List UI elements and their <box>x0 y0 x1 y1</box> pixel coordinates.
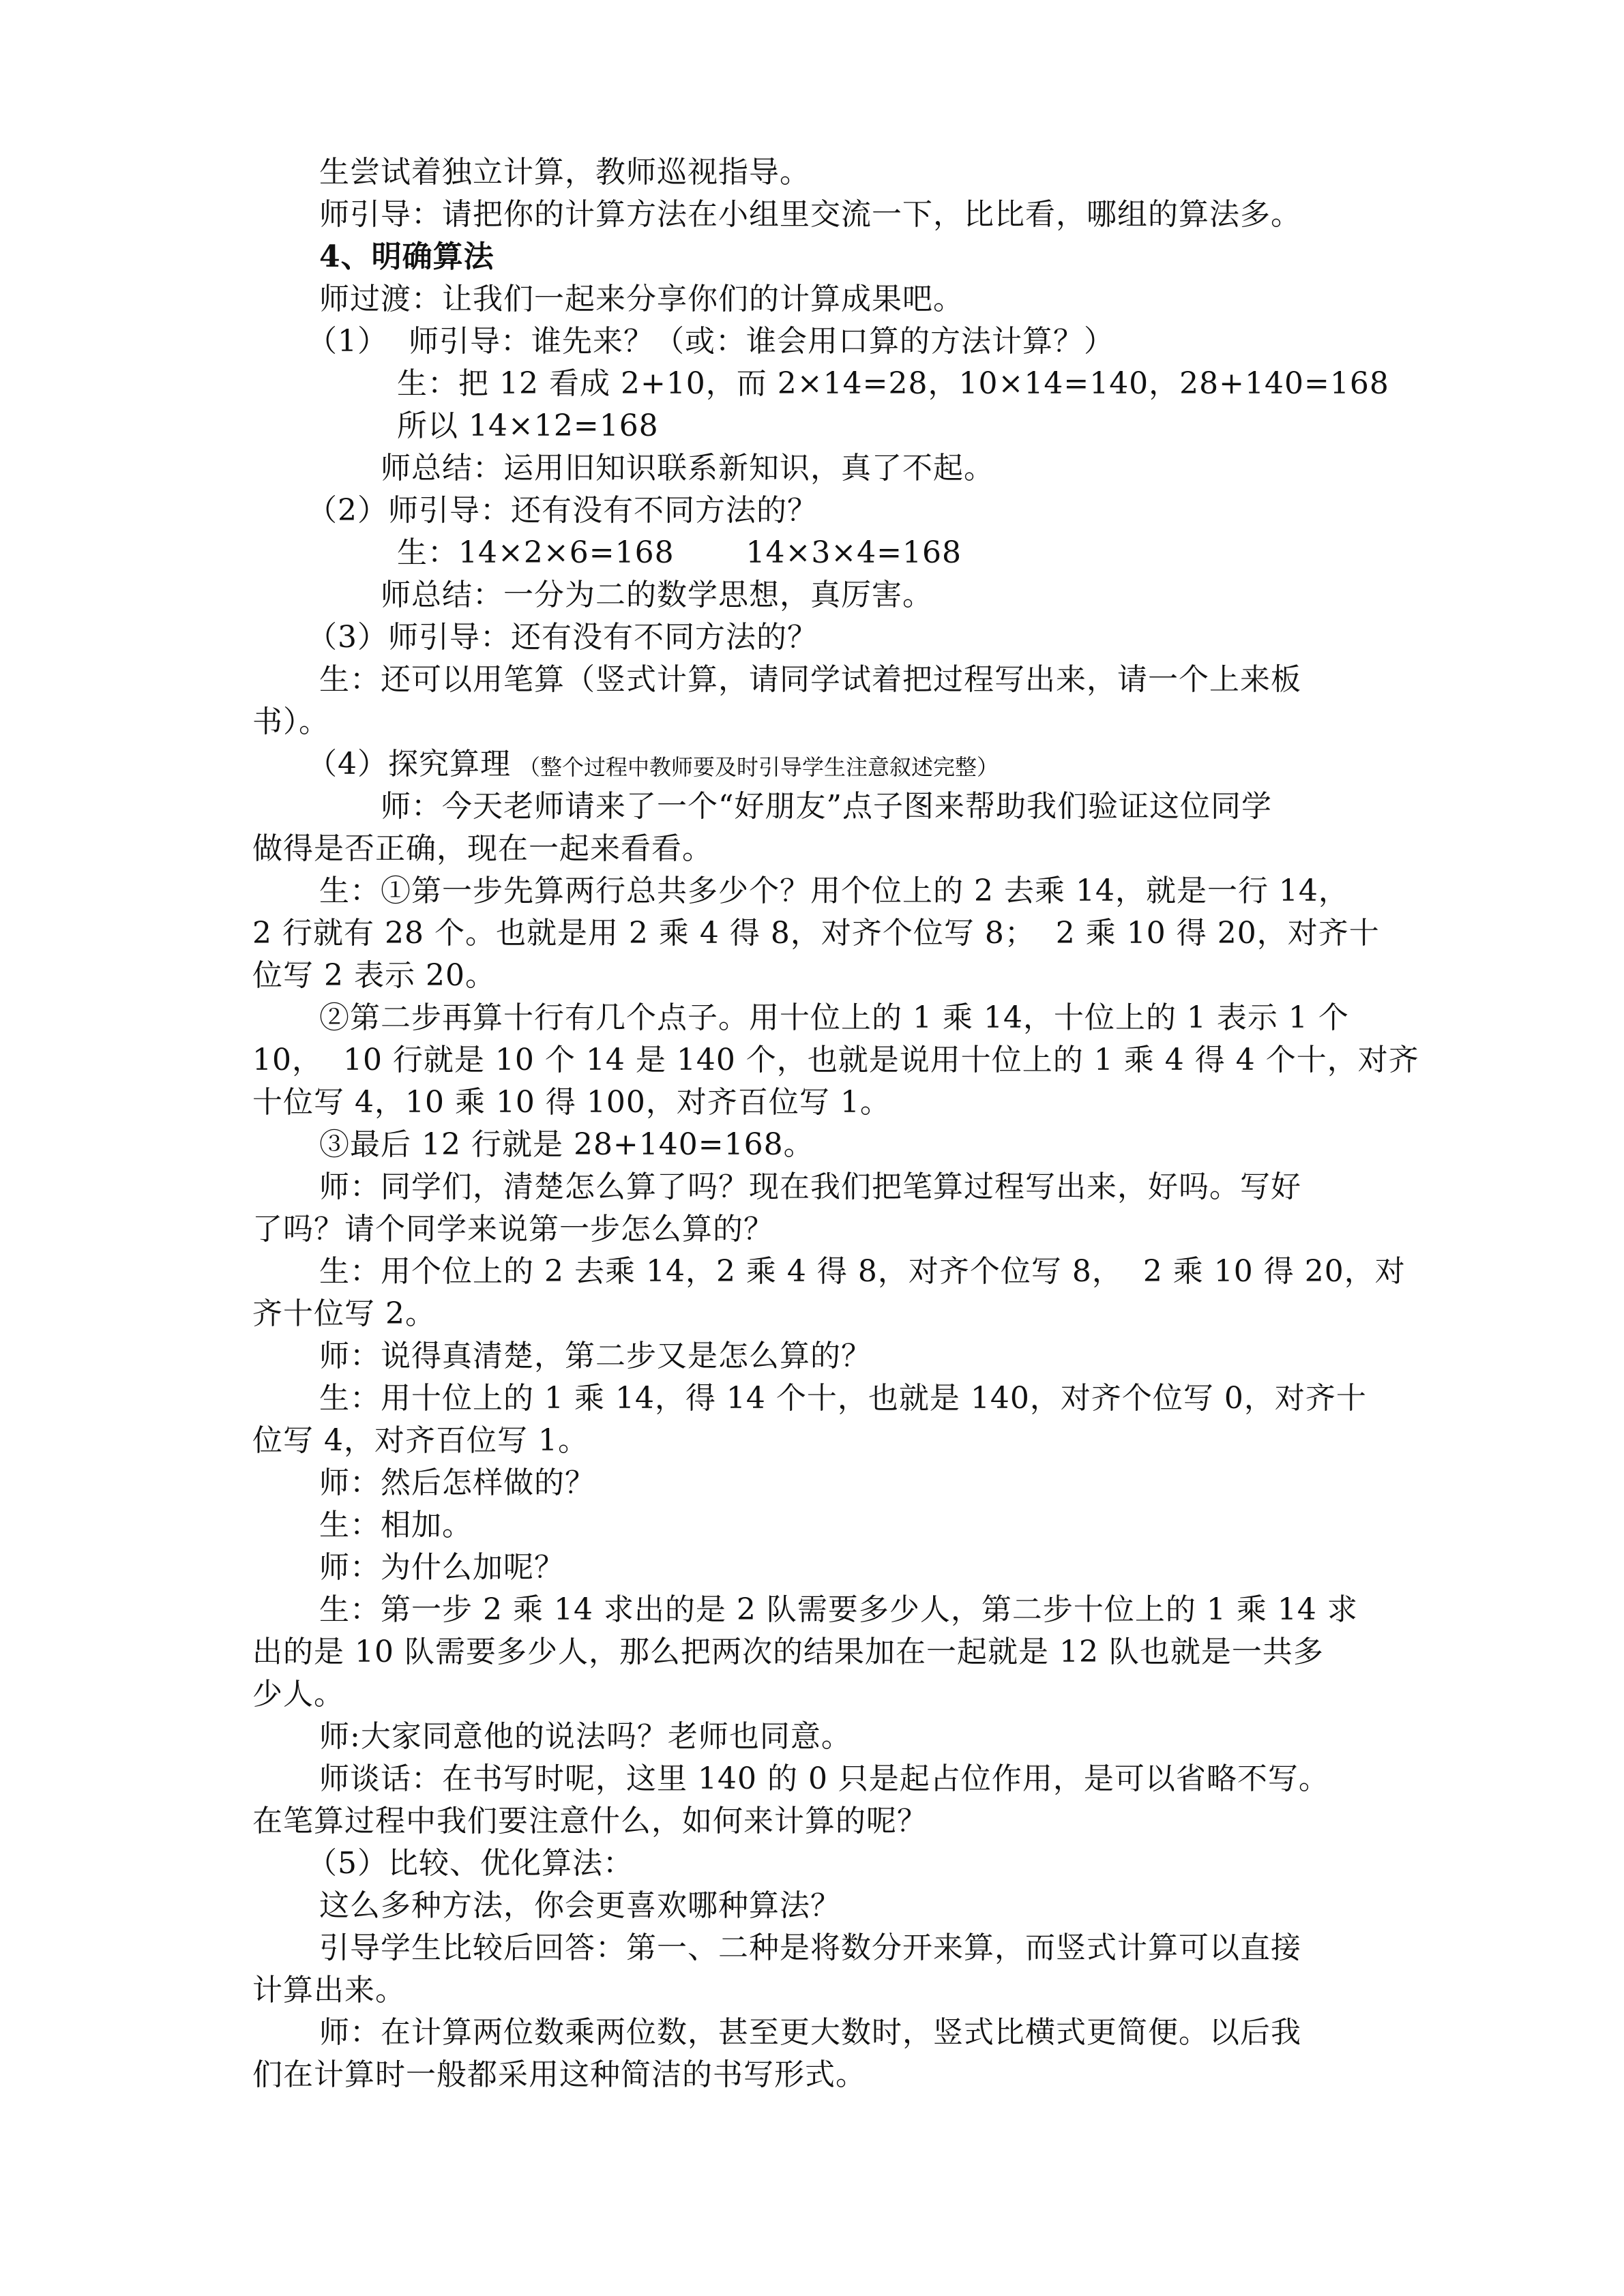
text-line: 做得是否正确，现在一起来看看。 <box>252 831 713 866</box>
text-line: 所以 14×12=168 <box>397 408 659 443</box>
text-line: 这么多种方法，你会更喜欢哪种算法？ <box>319 1888 841 1923</box>
text-line: 10， 10 行就是 10 个 14 是 140 个，也就是说用十位上的 1 乘 4 得 4 个十，对齐 <box>252 1043 1419 1077</box>
text-line: ②第二步再算十行有几个点子。用十位上的 1 乘 14，十位上的 1 表示 1 个 <box>319 1000 1349 1035</box>
text-line: 生：第一步 2 乘 14 求出的是 2 队需要多少人，第二步十位上的 1 乘 14 求 <box>319 1592 1358 1627</box>
text-line: 师过渡：让我们一起来分享你们的计算成果吧。 <box>319 282 964 316</box>
text-line: 生：①第一步先算两行总共多少个？用个位上的 2 去乘 14，就是一行 14， <box>319 874 1349 908</box>
text-line: （2）师引导：还有没有不同方法的？ <box>307 493 818 528</box>
text-line: 出的是 10 队需要多少人，那么把两次的结果加在一起就是 12 队也就是一共多 <box>252 1635 1324 1669</box>
text-line: 生：14×2×6=168 14×3×4=168 <box>397 535 962 570</box>
text-line: （3）师引导：还有没有不同方法的？ <box>307 620 818 655</box>
text-line: 生：用十位上的 1 乘 14，得 14 个十，也就是 140，对齐个位写 0，对齐十 <box>319 1381 1367 1416</box>
text-line: 引导学生比较后回答：第一、二种是将数分开来算，而竖式计算可以直接 <box>319 1930 1301 1965</box>
text-line: 2 行就有 28 个。也就是用 2 乘 4 得 8，对齐个位写 8； 2 乘 10 得 20，对齐十 <box>252 916 1380 951</box>
text-line: 师总结：一分为二的数学思想，真厉害。 <box>381 578 933 612</box>
text-line: 师谈话：在书写时呢，这里 140 的 0 只是起占位作用，是可以省略不写。 <box>319 1761 1329 1796</box>
text-line: 位写 4，对齐百位写 1。 <box>252 1423 589 1458</box>
text-line: 了吗？请个同学来说第一步怎么算的？ <box>252 1212 774 1247</box>
text-line: 师：同学们，清楚怎么算了吗？现在我们把笔算过程写出来，好吗。写好 <box>319 1169 1301 1204</box>
text-line: 生：还可以用笔算（竖式计算，请同学试着把过程写出来，请一个上来板 <box>319 662 1301 697</box>
section-heading: 4、明确算法 <box>319 239 494 274</box>
text-line: 师:大家同意他的说法吗？老师也同意。 <box>319 1719 852 1754</box>
text-line: （4）探究算理 <box>307 747 511 781</box>
text-line: 师：今天老师请来了一个“好朋友”点子图来帮助我们验证这位同学 <box>381 789 1272 824</box>
text-line: 们在计算时一般都采用这种简洁的书写形式。 <box>252 2057 866 2092</box>
text-line: 计算出来。 <box>252 1973 406 2008</box>
text-line: （5）比较、优化算法： <box>307 1846 634 1881</box>
text-line: （1） 师引导：谁先来？（或：谁会用口算的方法计算？） <box>307 324 1114 359</box>
text-line: ③最后 12 行就是 28+140=168。 <box>319 1127 814 1162</box>
text-line: 师总结：运用旧知识联系新知识，真了不起。 <box>381 451 994 486</box>
text-line: 在笔算过程中我们要注意什么，如何来计算的呢？ <box>252 1804 928 1838</box>
text-line: 师：在计算两位数乘两位数，甚至更大数时，竖式比横式更简便。以后我 <box>319 2015 1301 2050</box>
text-line: 十位写 4，10 乘 10 得 100，对齐百位写 1。 <box>252 1085 891 1120</box>
text-line: 书）。 <box>252 704 329 739</box>
text-line: 师：说得真清楚，第二步又是怎么算的？ <box>319 1339 872 1373</box>
text-line: 生：把 12 看成 2+10，而 2×14=28，10×14=140，28+140=168 <box>397 366 1389 401</box>
text-line: 生：相加。 <box>319 1508 473 1542</box>
annotation-note: （整个过程中教师要及时引导学生注意叙述完整） <box>518 754 999 780</box>
text-line: 生：用个位上的 2 去乘 14，2 乘 4 得 8，对齐个位写 8， 2 乘 10 得 20，对 <box>319 1254 1406 1289</box>
text-line: 齐十位写 2。 <box>252 1296 436 1331</box>
text-line: 师引导：请把你的计算方法在小组里交流一下，比比看，哪组的算法多。 <box>319 197 1301 232</box>
text-line: 师：为什么加呢？ <box>319 1550 565 1585</box>
text-line: 生尝试着独立计算，教师巡视指导。 <box>319 155 810 190</box>
text-line: 位写 2 表示 20。 <box>252 958 496 993</box>
text-line: 少人。 <box>252 1677 344 1712</box>
text-line: 师：然后怎样做的？ <box>319 1465 595 1500</box>
